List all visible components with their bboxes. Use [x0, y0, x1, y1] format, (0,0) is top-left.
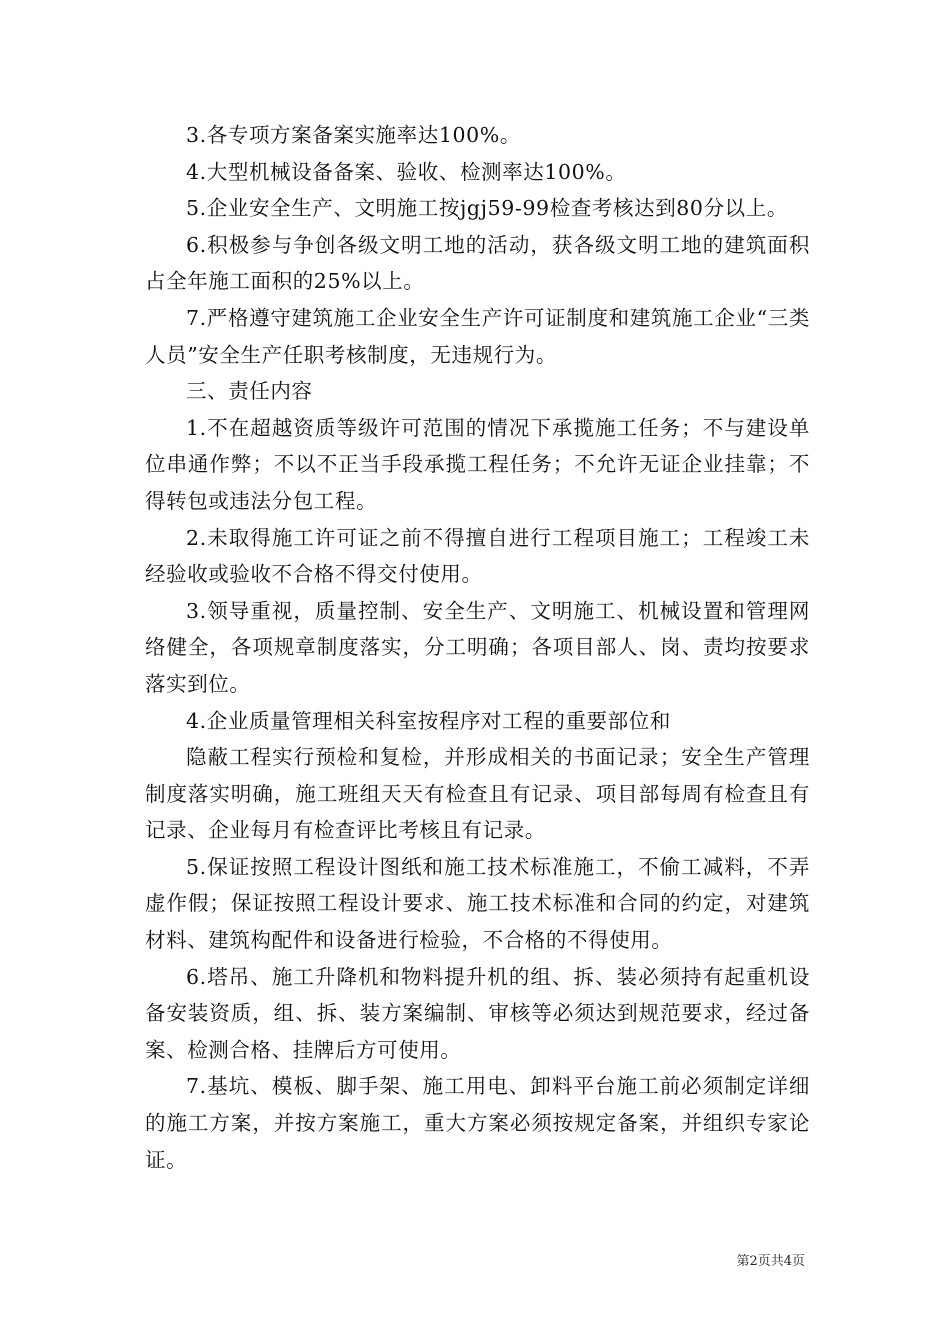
paragraph-item-5-safety-score: 5.企业安全生产、文明施工按jgj59-99检查考核达到80分以上。 — [186, 196, 788, 221]
section-heading-responsibilities: 三、责任内容 — [186, 379, 313, 404]
paragraph-resp-4-quality-dept: 4.企业质量管理相关科室按程序对工程的重要部位和 — [186, 708, 671, 733]
paragraph-item-6-civilized-site: 6.积极参与争创各级文明工地的活动，获各级文明工地的建筑面积占全年施工面积的25%以上。 — [145, 232, 810, 294]
paragraph-item-7-license-system: 7.严格遵守建筑施工企业安全生产许可证制度和建筑施工企业“三类人员”安全生产任职考核制度，无违规行为。 — [145, 305, 810, 367]
document-body — [145, 117, 810, 1178]
page-number-footer: 第2页共4页 — [736, 1254, 805, 1269]
paragraph-resp-5-construction-standard: 5.保证按照工程设计图纸和施工技术标准施工，不偷工减料，不弄虚作假；保证按照工程设计要求、施工技术标准和合同的约定，对建筑材料、建筑构配件和设备进行检验，不合格的不得使用。 — [145, 854, 810, 953]
paragraph-resp-3-leadership: 3.领导重视，质量控制、安全生产、文明施工、机械设置和管理网络健全，各项规章制度落实，分工明确；各项目部人、岗、责均按要求落实到位。 — [145, 598, 810, 696]
paragraph-resp-2-permit: 2.未取得施工许可证之前不得擅自进行工程项目施工；工程竣工未经验收或验收不合格不得交付使用。 — [145, 525, 810, 587]
paragraph-resp-4-continued: 隐蔽工程实行预检和复检，并形成相关的书面记录；安全生产管理制度落实明确，施工班组天天有检查且有记录、项目部每周有检查且有记录、企业每月有检查评比考核且有记录。 — [145, 745, 810, 843]
paragraph-resp-7-special-plans: 7.基坑、模板、脚手架、施工用电、卸料平台施工前必须制定详细的施工方案，并按方案施工，重大方案必须按规定备案，并组织专家论证。 — [145, 1074, 810, 1172]
paragraph-resp-1-qualification: 1.不在超越资质等级许可范围的情况下承揽施工任务；不与建设单位串通作弊；不以不正当手段承揽工程任务；不允许无证企业挂靠；不得转包或违法分包工程。 — [145, 415, 810, 513]
paragraph-item-4-machinery-filing: 4.大型机械设备备案、验收、检测率达100%。 — [186, 159, 627, 184]
paragraph-item-3-plan-filing: 3.各专项方案备案实施率达100%。 — [186, 123, 521, 147]
paragraph-resp-6-crane-install: 6.塔吊、施工升降机和物料提升机的组、拆、装必须持有起重机设备安装资质，组、拆、装方案编制、审核等必须达到规范要求，经过备案、检测合格、挂牌后方可使用。 — [145, 964, 810, 1062]
